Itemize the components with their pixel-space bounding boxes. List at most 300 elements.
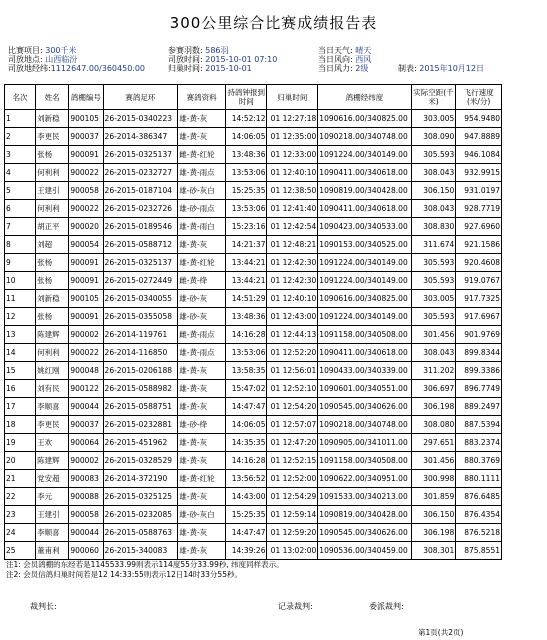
table-row [5,254,502,272]
cell-clock-time: 14:43:00 [225,488,267,506]
cell-distance: 305.593 [411,272,456,290]
cell-loft-coord: 1091224.00/340149.00 [318,254,411,272]
table-row [5,344,502,362]
cell-clock-time: 13:44:21 [225,272,267,290]
cell-loft-coord: 1090411.00/340618.00 [318,200,411,218]
cell-rank: 17 [5,398,36,416]
signature-referee: 裁判长: [30,602,57,611]
col-header-loft-coord: 鸽棚经纬度 [318,85,411,110]
cell-rank: 12 [5,308,36,326]
footnote-2: 注2: 会员信鸽归巢时间若是12 14:33:55则表示12日14时33分55秒。 [6,570,242,579]
cell-bird-info: 雄-砂-灰白 [178,182,226,200]
cell-bird-info: 雄-黄-雨点 [178,164,226,182]
info-weather: 当日天气: 晴天 [318,46,372,55]
cell-distance: 301.859 [411,488,456,506]
cell-rank: 13 [5,326,36,344]
cell-loft-coord: 1091224.00/340149.00 [318,272,411,290]
cell-rank: 21 [5,470,36,488]
cell-loft-coord: 1090819.00/340428.00 [318,506,411,524]
cell-loft-coord: 1090616.00/340825.00 [318,110,411,128]
cell-rank: 9 [5,254,36,272]
info-release-coord: 司放地经纬:1112647.00/360450.00 [8,64,146,73]
cell-loft-coord: 1091158.00/340508.00 [318,326,411,344]
info-entries: 参赛羽数: 586羽 [168,46,229,55]
cell-ring: 26-2015-0232881 [103,416,178,434]
info-race-project: 比赛项目: 300千米 [8,46,77,55]
cell-distance: 297.651 [411,434,456,452]
cell-distance: 306.697 [411,380,456,398]
cell-clock-time: 14:06:05 [225,416,267,434]
cell-clock-time: 13:53:06 [225,200,267,218]
cell-name: 陈建辉 [36,326,69,344]
cell-speed: 927.6960 [456,218,502,236]
cell-loft-coord: 1090545.00/340626.00 [318,524,411,542]
cell-ring: 26-2015-0232727 [103,164,178,182]
cell-distance: 306.150 [411,506,456,524]
cell-loft-coord: 1091224.00/340149.00 [318,308,411,326]
cell-loft-id: 900037 [69,128,103,146]
cell-name: 胡正平 [36,218,69,236]
cell-ring: 26-2015-0206188 [103,362,178,380]
cell-bird-info: 雄-黄-灰 [178,110,226,128]
cell-distance: 305.593 [411,308,456,326]
cell-ring: 26-2015-0187104 [103,182,178,200]
cell-arrival-time: 01 12:47:20 [267,434,318,452]
cell-name: 张杨 [36,146,69,164]
cell-loft-id: 900091 [69,146,103,164]
cell-loft-id: 900105 [69,110,103,128]
cell-arrival-time: 01 12:59:14 [267,506,318,524]
cell-loft-id: 900060 [69,542,103,560]
cell-arrival-time: 01 12:40:10 [267,290,318,308]
cell-clock-time: 15:47:02 [225,380,267,398]
cell-ring: 26-2014-119761 [103,326,178,344]
cell-arrival-time: 01 12:40:10 [267,164,318,182]
table-row [5,182,502,200]
table-row [5,110,502,128]
cell-loft-id: 900088 [69,488,103,506]
cell-bird-info: 雄-砂-雨点 [178,200,226,218]
cell-loft-coord: 1090218.00/340748.00 [318,416,411,434]
cell-ring: 26-2015-0355058 [103,308,178,326]
cell-loft-coord: 1090218.00/340748.00 [318,128,411,146]
cell-distance: 305.593 [411,146,456,164]
cell-clock-time: 13:48:36 [225,146,267,164]
cell-ring: 26-2015-0325137 [103,254,178,272]
cell-clock-time: 15:23:16 [225,218,267,236]
cell-name: 李顺喜 [36,524,69,542]
cell-rank: 22 [5,488,36,506]
cell-loft-id: 900058 [69,506,103,524]
cell-name: 李元 [36,488,69,506]
cell-bird-info: 雄-砂-灰 [178,308,226,326]
cell-distance: 301.456 [411,326,456,344]
table-row [5,218,502,236]
cell-arrival-time: 01 12:52:00 [267,470,318,488]
cell-loft-coord: 1090545.00/340626.00 [318,398,411,416]
cell-arrival-time: 01 12:43:00 [267,308,318,326]
cell-name: 何利利 [36,200,69,218]
cell-speed: 899.8344 [456,344,502,362]
cell-name: 董甫利 [36,542,69,560]
cell-loft-coord: 1090153.00/340525.00 [318,236,411,254]
cell-clock-time: 14:47:47 [225,398,267,416]
table-row [5,434,502,452]
cell-loft-coord: 1090819.00/340428.00 [318,182,411,200]
cell-arrival-time: 01 12:33:00 [267,146,318,164]
table-row [5,362,502,380]
cell-rank: 23 [5,506,36,524]
cell-loft-id: 900044 [69,524,103,542]
cell-speed: 954.9480 [456,110,502,128]
cell-loft-id: 900091 [69,272,103,290]
cell-ring: 26-2015-0232726 [103,200,178,218]
info-wind-direction: 当日风向: 西风 [318,55,372,64]
cell-distance: 308.090 [411,128,456,146]
cell-name: 张杨 [36,308,69,326]
table-row [5,380,502,398]
cell-rank: 14 [5,344,36,362]
report-title: 300公里综合比赛成绩报告表 [169,14,378,32]
cell-bird-info: 雄-黄-灰 [178,524,226,542]
cell-bird-info: 雄-黄-灰 [178,452,226,470]
cell-arrival-time: 01 12:42:30 [267,272,318,290]
cell-distance: 311.674 [411,236,456,254]
cell-rank: 19 [5,434,36,452]
cell-loft-coord: 1091224.00/340149.00 [318,146,411,164]
info-release-time: 司放时间: 2015-10-01 07:10 [168,55,278,64]
cell-ring: 26-2015-340083 [103,542,178,560]
cell-distance: 303.005 [411,290,456,308]
cell-loft-coord: 1090433.00/340339.00 [318,362,411,380]
cell-speed: 947.8889 [456,128,502,146]
cell-ring: 26-2014-372190 [103,470,178,488]
cell-loft-coord: 1090411.00/340618.00 [318,164,411,182]
cell-speed: 931.0197 [456,182,502,200]
cell-distance: 308.043 [411,164,456,182]
footnotes [6,560,284,580]
cell-rank: 2 [5,128,36,146]
cell-speed: 946.1084 [456,146,502,164]
cell-bird-info: 雄-砂-绛 [178,416,226,434]
cell-distance: 306.198 [411,524,456,542]
cell-speed: 901.9769 [456,326,502,344]
col-header-speed: 飞行速度(米/分) [456,85,502,110]
cell-ring: 26-2015-0272449 [103,272,178,290]
cell-speed: 921.1586 [456,236,502,254]
cell-name: 张杨 [36,254,69,272]
cell-clock-time: 13:56:52 [225,470,267,488]
cell-loft-id: 900091 [69,308,103,326]
cell-loft-id: 900022 [69,164,103,182]
cell-arrival-time: 01 12:56:01 [267,362,318,380]
cell-name: 李更民 [36,128,69,146]
cell-arrival-time: 01 12:27:18 [267,110,318,128]
cell-name: 李顺喜 [36,398,69,416]
cell-loft-coord: 1090622.00/340951.00 [318,470,411,488]
col-header-distance: 实际空距(千米) [411,85,456,110]
table-row [5,272,502,290]
footnote-1: 注1: 会员鸽棚的东经若是1145533.99则表示114度55分33.99秒, 纬度同样表示。 [6,560,284,569]
cell-rank: 16 [5,380,36,398]
results-table [4,84,502,560]
cell-distance: 308.043 [411,200,456,218]
cell-loft-id: 900054 [69,236,103,254]
cell-ring: 26-2015-0588712 [103,236,178,254]
cell-ring: 26-2015-451962 [103,434,178,452]
cell-name: 刘有民 [36,380,69,398]
cell-speed: 880.3769 [456,452,502,470]
cell-name: 何利利 [36,344,69,362]
cell-name: 刘新稳 [36,110,69,128]
cell-arrival-time: 01 12:54:20 [267,398,318,416]
info-return-time: 归巢时间: 2015-10-01 [168,64,252,73]
cell-speed: 920.4608 [456,254,502,272]
cell-arrival-time: 01 12:44:13 [267,326,318,344]
cell-distance: 306.198 [411,398,456,416]
cell-rank: 18 [5,416,36,434]
cell-arrival-time: 01 12:52:20 [267,344,318,362]
cell-rank: 10 [5,272,36,290]
cell-clock-time: 15:25:35 [225,506,267,524]
col-header-bird-info: 赛鸽资料 [178,85,226,110]
cell-loft-id: 900020 [69,218,103,236]
table-row [5,308,502,326]
cell-rank: 5 [5,182,36,200]
cell-loft-id: 900091 [69,254,103,272]
cell-distance: 311.202 [411,362,456,380]
cell-rank: 7 [5,218,36,236]
col-header-arrival-time: 归巢时间 [267,85,318,110]
cell-name: 刘新稳 [36,290,69,308]
cell-loft-coord: 1090411.00/340618.00 [318,344,411,362]
col-header-ring: 赛鸽足环 [103,85,178,110]
cell-loft-id: 900002 [69,326,103,344]
cell-clock-time: 14:51:29 [225,290,267,308]
cell-distance: 303.005 [411,110,456,128]
cell-loft-id: 900048 [69,362,103,380]
cell-bird-info: 雄-黄-灰 [178,542,226,560]
table-row [5,200,502,218]
table-row [5,416,502,434]
cell-distance: 306.150 [411,182,456,200]
cell-loft-coord: 1091158.00/340508.00 [318,452,411,470]
cell-rank: 8 [5,236,36,254]
cell-ring: 26-2015-0328529 [103,452,178,470]
cell-arrival-time: 01 12:54:29 [267,488,318,506]
cell-bird-info: 雌-黄-红轮 [178,146,226,164]
cell-bird-info: 雄-砂-灰 [178,290,226,308]
cell-clock-time: 14:16:28 [225,326,267,344]
cell-clock-time: 15:25:35 [225,182,267,200]
cell-name: 王建引 [36,506,69,524]
cell-rank: 3 [5,146,36,164]
cell-loft-id: 900064 [69,434,103,452]
table-row [5,470,502,488]
cell-loft-coord: 1090536.00/340459.00 [318,542,411,560]
cell-arrival-time: 01 13:02:00 [267,542,318,560]
table-row [5,164,502,182]
cell-clock-time: 14:35:35 [225,434,267,452]
table-row [5,398,502,416]
col-header-clock-time: 持鸽钟报到时间 [225,85,267,110]
cell-name: 王欢 [36,434,69,452]
cell-speed: 880.1111 [456,470,502,488]
cell-loft-id: 900022 [69,200,103,218]
cell-name: 张杨 [36,272,69,290]
cell-speed: 917.7325 [456,290,502,308]
cell-name: 何利利 [36,164,69,182]
table-row [5,128,502,146]
cell-clock-time: 14:39:26 [225,542,267,560]
cell-speed: 917.6967 [456,308,502,326]
table-row [5,452,502,470]
cell-arrival-time: 01 12:41:40 [267,200,318,218]
col-header-rank: 名次 [5,85,36,110]
cell-bird-info: 雄-黄-红轮 [178,470,226,488]
cell-bird-info: 雄-黄-灰 [178,128,226,146]
cell-bird-info: 雄-砂-灰白 [178,506,226,524]
cell-ring: 26-2015-0340223 [103,110,178,128]
cell-ring: 26-2015-0588763 [103,524,178,542]
table-row [5,506,502,524]
cell-loft-coord: 1090423.00/340533.00 [318,218,411,236]
cell-arrival-time: 01 12:48:21 [267,236,318,254]
cell-rank: 11 [5,290,36,308]
cell-speed: 883.2374 [456,434,502,452]
cell-rank: 6 [5,200,36,218]
cell-arrival-time: 01 12:42:30 [267,254,318,272]
cell-arrival-time: 01 12:38:50 [267,182,318,200]
col-header-loft-id: 鸽棚编号 [69,85,103,110]
cell-speed: 887.5394 [456,416,502,434]
cell-bird-info: 雄-黄-灰 [178,362,226,380]
cell-speed: 876.5218 [456,524,502,542]
cell-arrival-time: 01 12:35:00 [267,128,318,146]
page-indicator: 第1页(共2页) [418,628,464,637]
cell-arrival-time: 01 12:57:07 [267,416,318,434]
table-row [5,236,502,254]
cell-bird-info: 雄-黄-灰 [178,398,226,416]
cell-speed: 932.9915 [456,164,502,182]
cell-ring: 26-2015-0189546 [103,218,178,236]
cell-arrival-time: 01 12:59:20 [267,524,318,542]
cell-clock-time: 13:58:35 [225,362,267,380]
cell-clock-time: 13:44:21 [225,254,267,272]
info-wind-force: 当日风力: 2级 [318,64,369,73]
cell-ring: 26-2015-0325125 [103,488,178,506]
cell-speed: 896.7749 [456,380,502,398]
cell-loft-id: 900022 [69,344,103,362]
cell-ring: 26-2014-386347 [103,128,178,146]
info-made-date: 制表: 2015年10月12日 [398,64,484,73]
signature-committee: 委派裁判: [369,602,404,611]
cell-distance: 308.043 [411,344,456,362]
cell-loft-id: 900083 [69,470,103,488]
cell-speed: 928.7719 [456,200,502,218]
cell-distance: 301.456 [411,452,456,470]
cell-distance: 308.301 [411,542,456,560]
cell-rank: 1 [5,110,36,128]
cell-arrival-time: 01 12:52:10 [267,380,318,398]
cell-clock-time: 14:21:37 [225,236,267,254]
cell-name: 党安超 [36,470,69,488]
table-row [5,146,502,164]
cell-distance: 300.998 [411,470,456,488]
cell-ring: 26-2015-0232085 [103,506,178,524]
cell-name: 李更民 [36,416,69,434]
table-row [5,290,502,308]
cell-bird-info: 雄-黄-灰 [178,434,226,452]
cell-loft-id: 900122 [69,380,103,398]
signature-recorder: 记录裁判: [278,602,313,611]
cell-distance: 308.080 [411,416,456,434]
cell-loft-id: 900044 [69,398,103,416]
cell-ring: 26-2015-0325137 [103,146,178,164]
cell-loft-id: 900037 [69,416,103,434]
cell-clock-time: 14:47:47 [225,524,267,542]
cell-bird-info: 雌-黄-绛 [178,272,226,290]
cell-loft-id: 900058 [69,182,103,200]
cell-clock-time: 13:53:06 [225,344,267,362]
cell-rank: 24 [5,524,36,542]
cell-speed: 899.3386 [456,362,502,380]
table-header-row [5,85,502,110]
table-row [5,542,502,560]
cell-speed: 876.4354 [456,506,502,524]
cell-name: 姚红刚 [36,362,69,380]
cell-clock-time: 13:48:36 [225,308,267,326]
cell-speed: 875.8551 [456,542,502,560]
cell-loft-coord: 1090905.00/341011.00 [318,434,411,452]
cell-bird-info: 雄-黄-灰 [178,380,226,398]
cell-clock-time: 14:06:05 [225,128,267,146]
cell-arrival-time: 01 12:42:54 [267,218,318,236]
cell-bird-info: 雄-黄-红轮 [178,254,226,272]
info-release-place: 司放地点: 山西临汾 [8,55,78,64]
cell-ring: 26-2015-0588751 [103,398,178,416]
cell-loft-id: 900105 [69,290,103,308]
cell-ring: 26-2015-0588982 [103,380,178,398]
cell-loft-coord: 1090616.00/340825.00 [318,290,411,308]
cell-ring: 26-2014-116850 [103,344,178,362]
cell-rank: 15 [5,362,36,380]
cell-speed: 876.6485 [456,488,502,506]
cell-arrival-time: 01 12:52:15 [267,452,318,470]
cell-rank: 20 [5,452,36,470]
cell-bird-info: 雄-黄-灰 [178,236,226,254]
cell-clock-time: 14:52:12 [225,110,267,128]
cell-loft-id: 900002 [69,452,103,470]
cell-name: 陈建辉 [36,452,69,470]
cell-bird-info: 雄-黄-雨白 [178,218,226,236]
cell-bird-info: 雄-黄-灰 [178,488,226,506]
cell-rank: 4 [5,164,36,182]
cell-distance: 308.830 [411,218,456,236]
cell-rank: 25 [5,542,36,560]
cell-speed: 889.2497 [456,398,502,416]
cell-name: 王建引 [36,182,69,200]
table-row [5,326,502,344]
cell-clock-time: 14:16:28 [225,452,267,470]
table-row [5,488,502,506]
cell-loft-coord: 1090601.00/340551.00 [318,380,411,398]
cell-loft-coord: 1091533.00/340213.00 [318,488,411,506]
cell-clock-time: 13:53:06 [225,164,267,182]
cell-bird-info: 雌-黄-雨点 [178,326,226,344]
cell-speed: 919.0767 [456,272,502,290]
cell-name: 刘超 [36,236,69,254]
